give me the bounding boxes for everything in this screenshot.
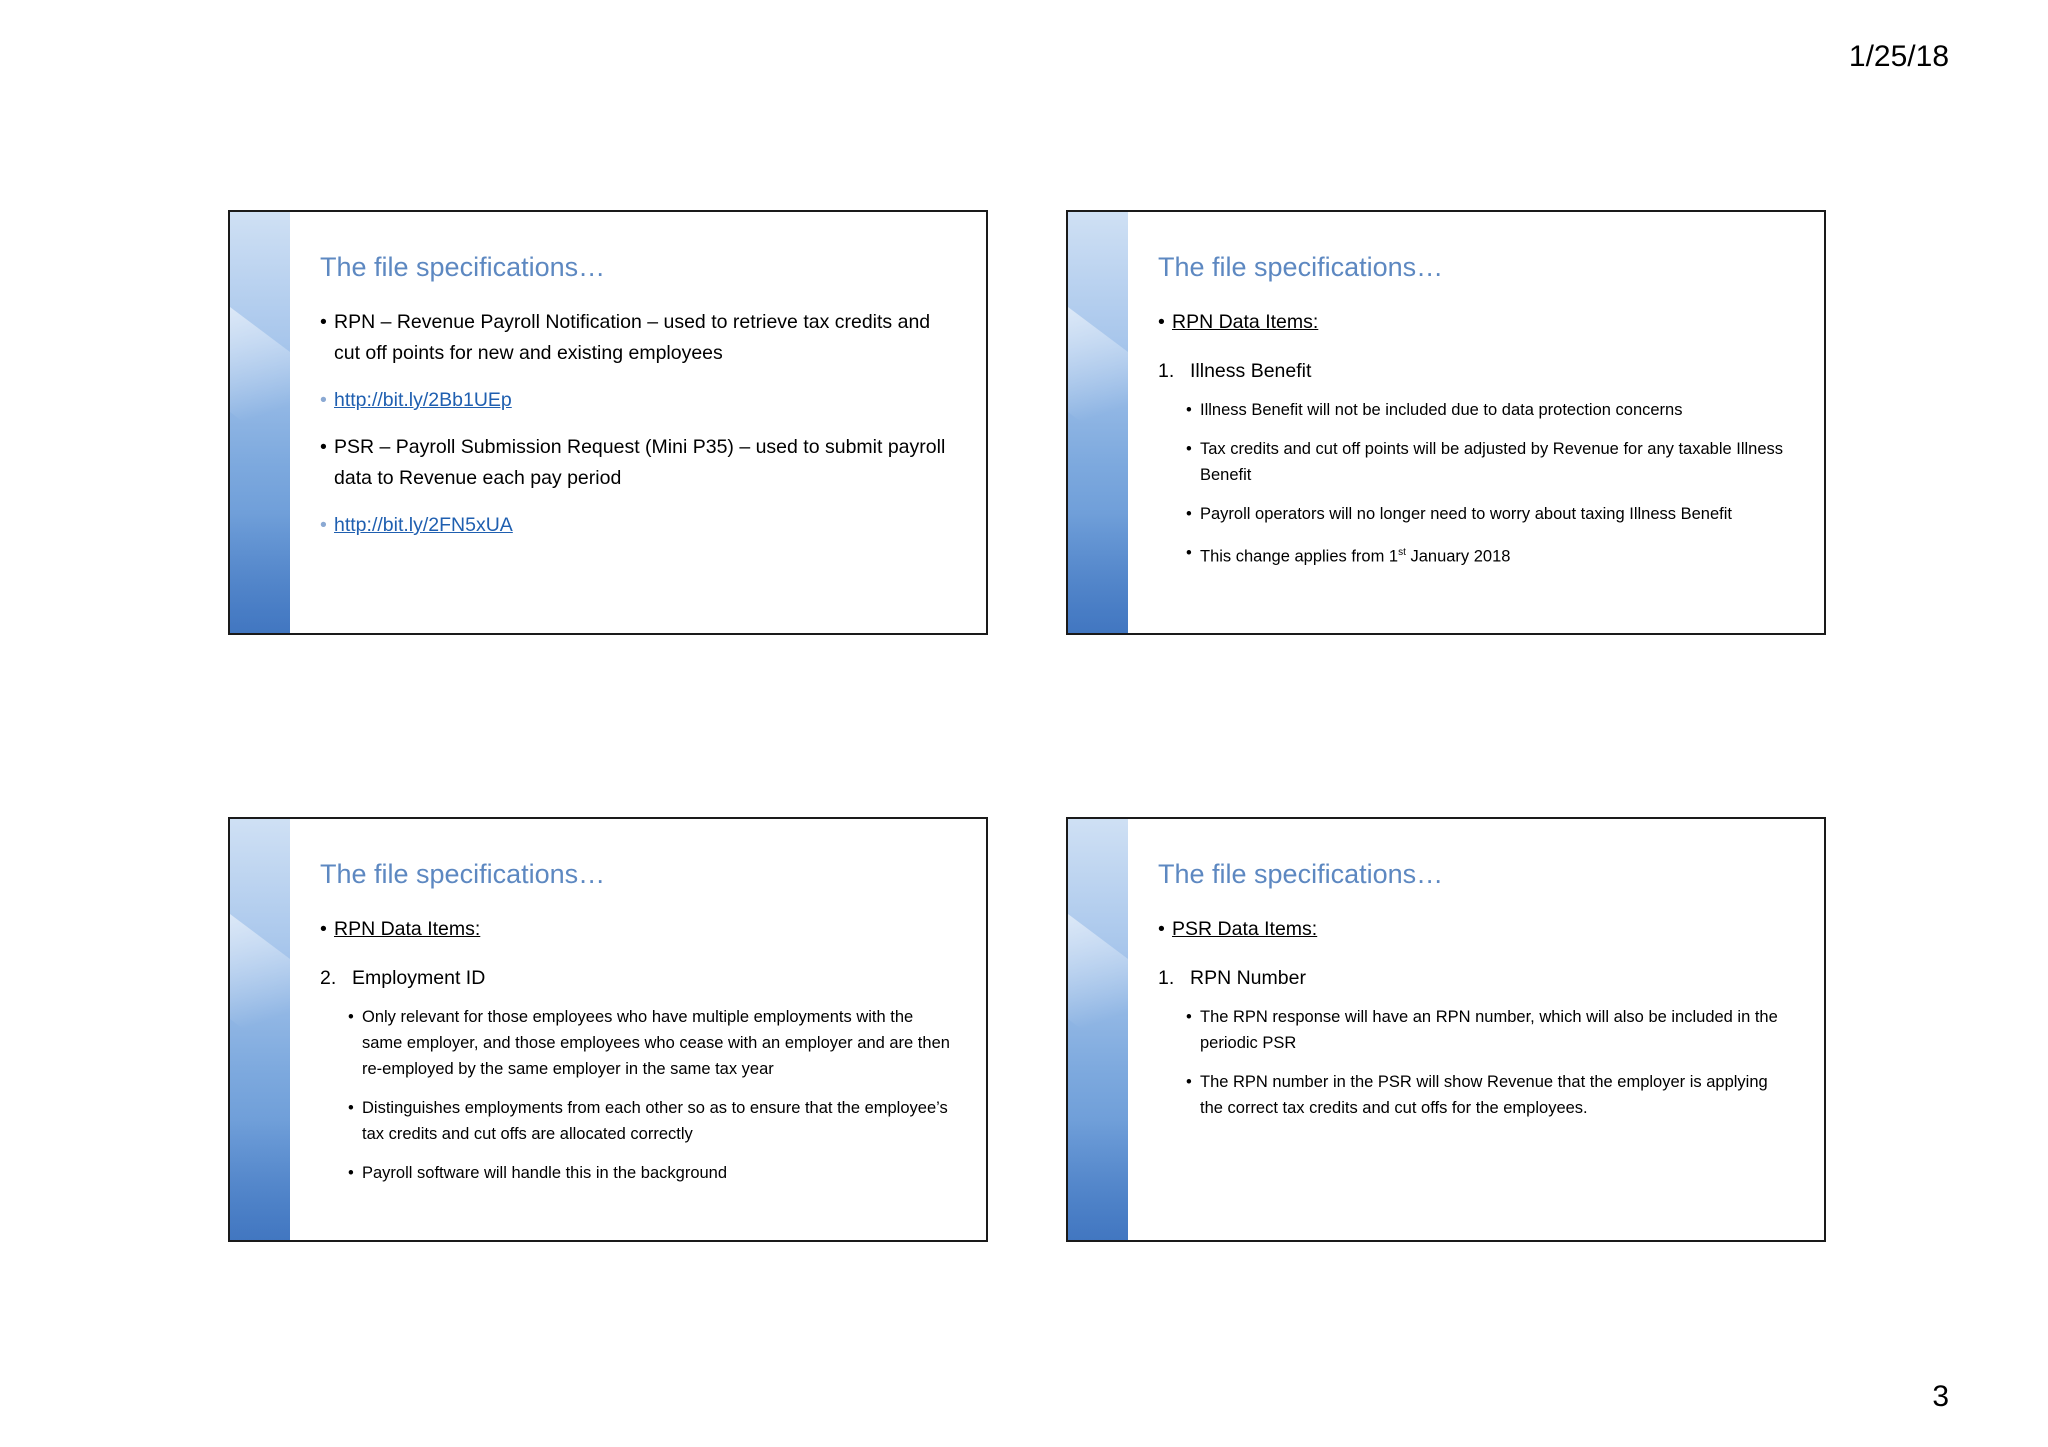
bullet-link-rpn (320, 385, 956, 416)
bullet-psr: • PSR – Payroll Submission Request (Mini P35) – used to submit payroll data to Revenue each pay period (320, 432, 956, 494)
numbered-item: 1. Illness Benefit (1158, 360, 1312, 382)
slide-accent-bar (230, 819, 290, 1240)
bullet-link-psr (320, 510, 956, 541)
sub-bullet: • Distinguishes employments from each other so as to ensure that the employee’s tax credits and cut offs are allocated correctly (320, 1095, 956, 1147)
numbered-item: 2. Employment ID (320, 967, 486, 989)
slide-title: The file specifications… (1158, 252, 1444, 282)
page-number: 3 (1932, 1380, 1949, 1413)
slide-4 (1066, 817, 1826, 1242)
sub-bullet: • Tax credits and cut off points will be adjusted by Revenue for any taxable Illness Benefit (1158, 436, 1794, 488)
sub-bullet: • Illness Benefit will not be included due to data protection concerns (1158, 397, 1794, 423)
rpn-spec-link[interactable]: http://bit.ly/2Bb1UEp (334, 389, 512, 411)
page-date: 1/25/18 (1848, 40, 1949, 73)
sub-bullet: • Payroll software will handle this in the background (320, 1160, 956, 1186)
section-heading: • PSR Data Items: (1158, 914, 1794, 945)
slide-content (1158, 252, 1794, 583)
bullet-rpn: • RPN – Revenue Payroll Notification – used to retrieve tax credits and cut off points for new and existing employees (320, 307, 956, 369)
slide-content (320, 859, 956, 1199)
sub-bullet: • Only relevant for those employees who have multiple employments with the same employer, and those employees who cease with an employer and are then re-employed by the same employer in the same tax year (320, 1004, 956, 1082)
slide-2 (1066, 210, 1826, 635)
sub-bullet: • The RPN response will have an RPN number, which will also be included in the periodic PSR (1158, 1004, 1794, 1056)
slide-3 (228, 817, 988, 1242)
slide-title: The file specifications… (320, 859, 606, 889)
slide-1 (228, 210, 988, 635)
section-heading: • RPN Data Items: (1158, 307, 1794, 338)
slide-accent-bar (230, 212, 290, 633)
slide-content (1158, 859, 1794, 1134)
section-heading: • RPN Data Items: (320, 914, 956, 945)
slide-title: The file specifications… (320, 252, 606, 282)
sub-bullet: • The RPN number in the PSR will show Revenue that the employer is applying the correct tax credits and cut offs for the employees. (1158, 1069, 1794, 1121)
slide-content (320, 252, 956, 557)
numbered-item: 1. RPN Number (1158, 967, 1306, 989)
slide-accent-bar (1068, 819, 1128, 1240)
slide-title: The file specifications… (1158, 859, 1444, 889)
psr-spec-link[interactable]: http://bit.ly/2FN5xUA (334, 514, 513, 536)
sub-bullet: • Payroll operators will no longer need to worry about taxing Illness Benefit (1158, 501, 1794, 527)
slide-accent-bar (1068, 212, 1128, 633)
sub-bullet: • This change applies from 1st January 2018 (1158, 540, 1794, 570)
